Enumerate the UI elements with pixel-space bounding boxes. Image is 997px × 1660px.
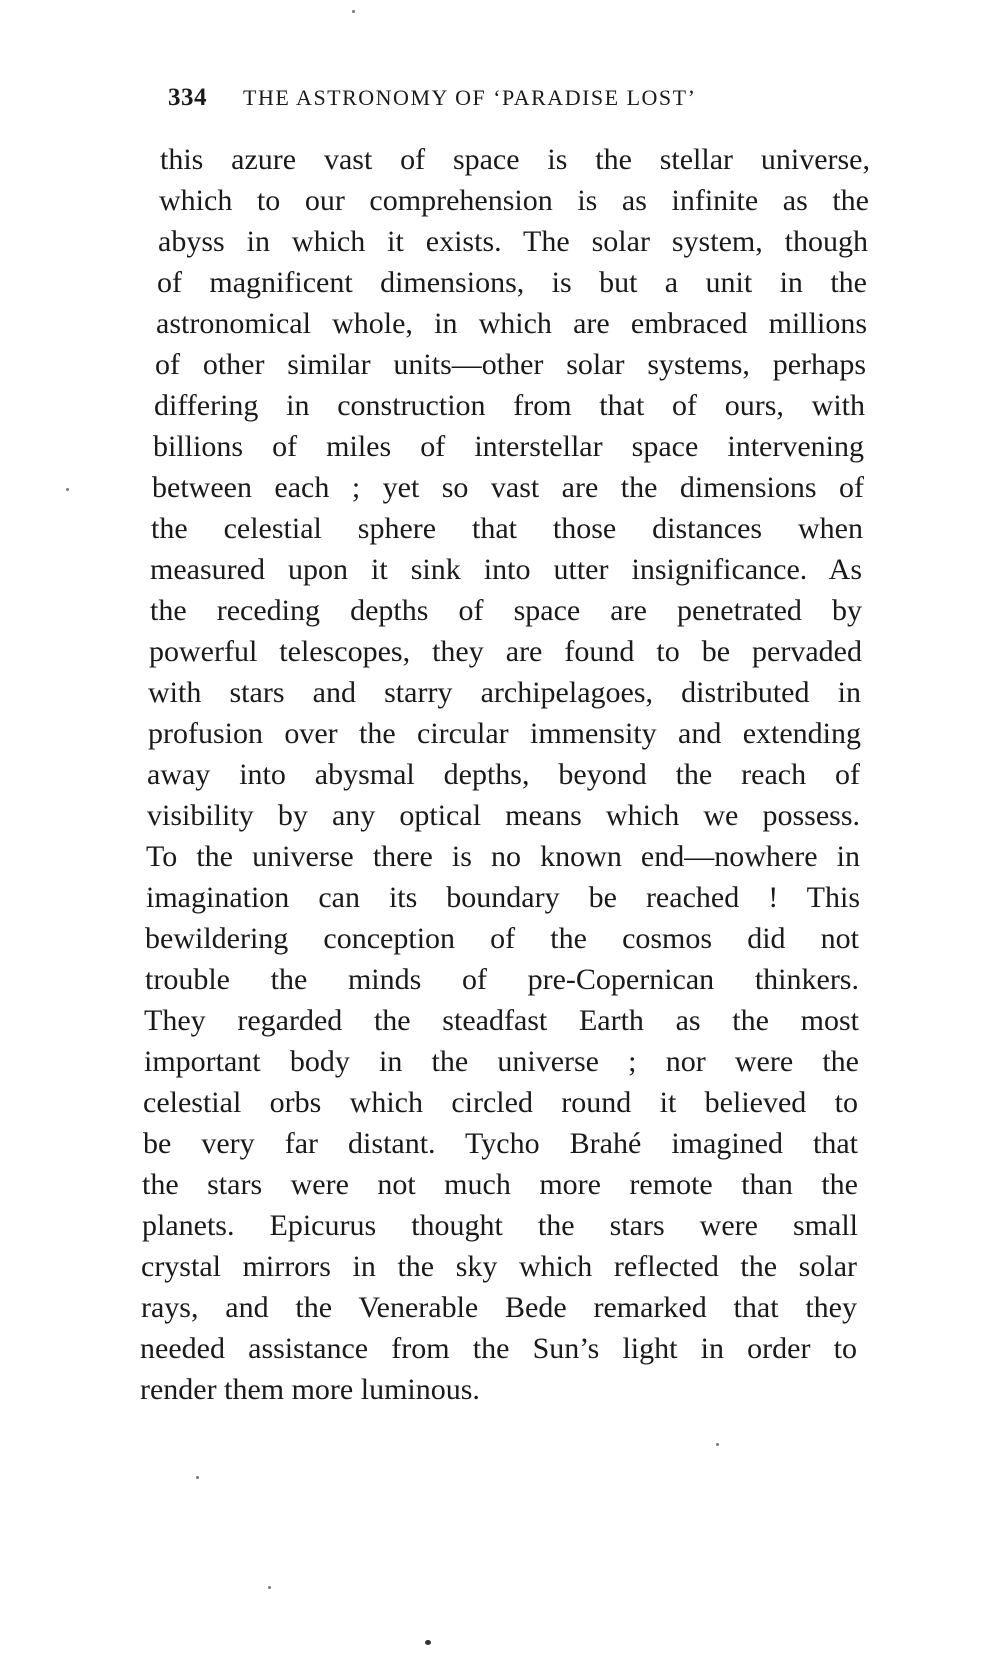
- text-line: trouble the minds of pre-Copernican thinkers.: [145, 963, 859, 996]
- running-head: [168, 84, 888, 118]
- text-line: celestial orbs which circled round it believed to: [143, 1086, 858, 1119]
- text-line: To the universe there is no known end—nowhere in: [146, 840, 860, 873]
- text-line: powerful telescopes, they are found to be pervaded: [149, 635, 862, 668]
- text-line: imagination can its boundary be reached ! This: [146, 881, 860, 914]
- text-line: of magnificent dimensions, is but a unit in the: [157, 266, 867, 299]
- text-line: measured upon it sink into utter insignificance. As: [150, 553, 862, 586]
- text-line: be very far distant. Tycho Brahé imagined that: [143, 1127, 858, 1160]
- text-line: of other similar units—other solar systems, perhaps: [155, 348, 866, 381]
- text-line: astronomical whole, in which are embraced millions: [156, 307, 867, 340]
- paper-speck: [716, 1443, 719, 1446]
- text-line: needed assistance from the Sun’s light in order to: [140, 1332, 857, 1365]
- text-line: bewildering conception of the cosmos did not: [145, 922, 859, 955]
- paper-speck: [196, 1476, 199, 1479]
- text-line: billions of miles of interstellar space intervening: [153, 430, 864, 463]
- text-line: planets. Epicurus thought the stars were small: [142, 1209, 858, 1242]
- text-line: between each ; yet so vast are the dimensions of: [152, 471, 864, 504]
- page-number: 334: [168, 84, 207, 111]
- paper-speck: [352, 10, 355, 13]
- text-line: differing in construction from that of ours, with: [154, 389, 865, 422]
- text-line: which to our comprehension is as infinite as the: [159, 184, 869, 217]
- running-title: THE ASTRONOMY OF ‘PARADISE LOST’: [243, 85, 697, 110]
- text-line: render them more luminous.: [140, 1373, 480, 1406]
- text-line: away into abysmal depths, beyond the reach of: [147, 758, 860, 791]
- text-line: with stars and starry archipelagoes, distributed in: [148, 676, 861, 709]
- text-line: rays, and the Venerable Bede remarked that they: [141, 1291, 857, 1324]
- text-line: the stars were not much more remote than the: [142, 1168, 858, 1201]
- text-line: visibility by any optical means which we possess.: [147, 799, 860, 832]
- text-line: the celestial sphere that those distances when: [151, 512, 863, 545]
- paper-speck: [66, 488, 69, 491]
- text-line: important body in the universe ; nor were the: [144, 1045, 859, 1078]
- text-line: They regarded the steadfast Earth as the most: [144, 1004, 859, 1037]
- paper-speck: [425, 1640, 431, 1645]
- text-line: abyss in which it exists. The solar system, though: [158, 225, 868, 258]
- paper-speck: [268, 1586, 271, 1589]
- text-line: crystal mirrors in the sky which reflected the solar: [141, 1250, 857, 1283]
- text-line: this azure vast of space is the stellar universe,: [160, 143, 870, 176]
- text-line: profusion over the circular immensity and extending: [148, 717, 861, 750]
- text-line: the receding depths of space are penetrated by: [150, 594, 862, 627]
